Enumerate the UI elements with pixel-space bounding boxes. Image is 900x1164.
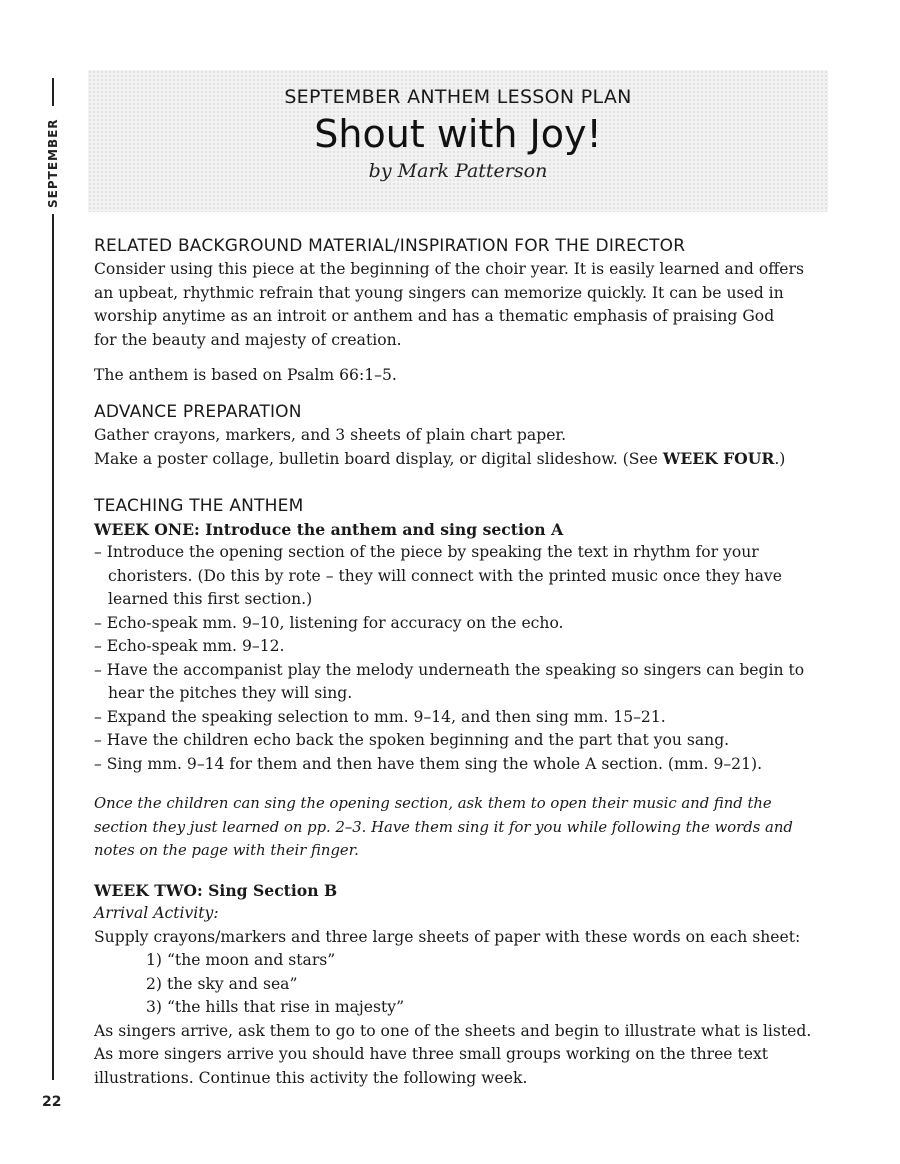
header-banner	[88, 70, 828, 212]
page-title: Shout with Joy!	[314, 112, 602, 156]
arrival-activity-label: Arrival Activity:	[94, 904, 219, 922]
background-heading: RELATED BACKGROUND MATERIAL/INSPIRATION FOR THE DIRECTOR	[94, 236, 686, 256]
week-one-note: Once the children can sing the opening section, ask them to open their music and find the section they just learned on pp. 2–3. Have them sing it for you while following the words and notes on the page with their finger.	[94, 795, 793, 859]
advance-line-2-prefix: Make a poster collage, bulletin board display, or digital slideshow. (See	[94, 450, 663, 468]
advance-heading: ADVANCE PREPARATION	[94, 401, 302, 422]
header-kicker: SEPTEMBER ANTHEM LESSON PLAN	[284, 86, 632, 108]
sidebar-rule-bottom	[52, 214, 54, 1080]
advance-line-2-suffix: .)	[774, 450, 786, 468]
sheet-item: 3) “the hills that rise in majesty”	[146, 998, 405, 1016]
week-one-step: – Sing mm. 9–14 for them and then have them sing the whole A section. (mm. 9–21).	[94, 754, 763, 773]
arrival-activity-closing: As singers arrive, ask them to go to one of the sheets and begin to illustrate what is listed. As more singers arrive you should have three small groups working on the three text illustrations. Continue this activity the following week.	[94, 1021, 812, 1087]
sidebar-rule-top	[52, 78, 54, 106]
week-one-step: – Introduce the opening section of the piece by speaking the text in rhythm for your choristers. (Do this by rote – they will connect with the printed music once they have learned this first section.)	[94, 543, 782, 608]
arrival-activity-intro: Supply crayons/markers and three large sheets of paper with these words on each sheet:	[94, 927, 801, 946]
week-one-step: – Have the children echo back the spoken beginning and the part that you sang.	[94, 731, 730, 749]
week-one-step: – Echo-speak mm. 9–10, listening for accuracy on the echo.	[94, 613, 564, 632]
sheet-item: 1) “the moon and stars”	[146, 951, 336, 969]
advance-line-1: Gather crayons, markers, and 3 sheets of plain chart paper.	[94, 425, 567, 444]
week-one-step: – Have the accompanist play the melody underneath the speaking so singers can begin to hear the pitches they will sing.	[94, 660, 805, 702]
advance-line-2	[94, 447, 824, 472]
sidebar-month-label: SEPTEMBER	[46, 118, 60, 208]
background-line: worship anytime as an introit or anthem and has a thematic emphasis of praising God	[94, 307, 775, 325]
week-four-reference: WEEK FOUR	[662, 449, 775, 468]
week-one-step: – Expand the speaking selection to mm. 9–14, and then sing mm. 15–21.	[94, 707, 666, 726]
sheet-item: 2) the sky and sea”	[146, 974, 298, 993]
psalm-note: The anthem is based on Psalm 66:1–5.	[94, 366, 397, 384]
author-byline: by Mark Patterson	[368, 160, 548, 182]
page-number: 22	[42, 1094, 62, 1110]
week-two-heading: WEEK TWO: Sing Section B	[94, 880, 338, 900]
lesson-content	[94, 234, 824, 1090]
week-one-step: – Echo-speak mm. 9–12.	[94, 637, 285, 655]
background-line: Consider using this piece at the beginning of the choir year. It is easily learned and offers	[94, 260, 804, 278]
teaching-heading: TEACHING THE ANTHEM	[94, 495, 304, 516]
background-line: an upbeat, rhythmic refrain that young singers can memorize quickly. It can be used in	[94, 283, 784, 302]
week-one-heading: WEEK ONE: Introduce the anthem and sing section A	[94, 519, 564, 539]
background-line: for the beauty and majesty of creation.	[94, 330, 402, 349]
